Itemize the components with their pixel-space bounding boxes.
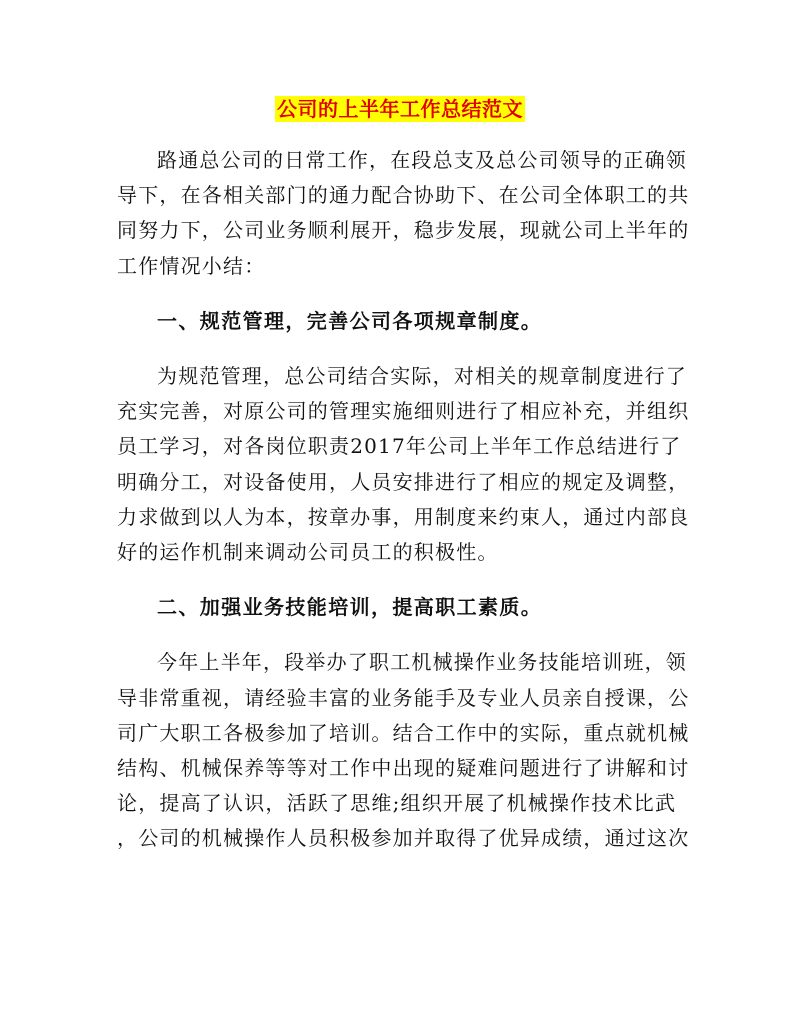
paragraph-line: 论，提高了认识，活跃了思维;组织开展了机械操作技术比武 <box>117 791 677 816</box>
section-1-heading: 一、规范管理，完善公司各项规章制度。 <box>157 308 543 333</box>
paragraph-line: 导下，在各相关部门的通力配合协助下、在公司全体职工的共 <box>117 183 690 208</box>
section-1-paragraph <box>117 359 690 570</box>
paragraph-line: 员工学习，对各岗位职责2017年公司上半年工作总结进行了 <box>117 434 682 459</box>
document-title: 公司的上半年工作总结范文 <box>277 97 523 121</box>
paragraph-line: ，公司的机械操作人员积极参加并取得了优异成绩，通过这次 <box>117 826 690 851</box>
paragraph-line: 明确分工，对设备使用，人员安排进行了相应的规定及调整， <box>117 469 690 494</box>
paragraph-line: 今年上半年，段举办了职工机械操作业务技能培训班，领 <box>157 650 687 675</box>
paragraph-line: 工作情况小结： <box>117 253 266 278</box>
paragraph-line: 好的运作机制来调动公司员工的积极性。 <box>117 540 499 565</box>
section-2-heading: 二、加强业务技能培训，提高职工素质。 <box>157 595 543 620</box>
paragraph-line: 司广大职工各极参加了培训。结合工作中的实际，重点就机械 <box>117 720 690 745</box>
document-body <box>117 143 690 877</box>
title-container <box>0 96 800 122</box>
paragraph-line: 导非常重视，请经验丰富的业务能手及专业人员亲自授课，公 <box>117 685 690 710</box>
paragraph-line: 力求做到以人为本，按章办事，用制度来约束人，通过内部良 <box>117 504 690 529</box>
paragraph-line: 同努力下，公司业务顺利展开，稳步发展，现就公司上半年的 <box>117 218 690 243</box>
section-2-paragraph <box>117 645 690 856</box>
paragraph-line: 路通总公司的日常工作，在段总支及总公司领导的正确领 <box>157 148 687 172</box>
intro-paragraph <box>117 143 690 284</box>
paragraph-line: 充实完善，对原公司的管理实施细则进行了相应补充，并组织 <box>117 399 690 424</box>
paragraph-line: 为规范管理，总公司结合实际，对相关的规章制度进行了 <box>157 364 687 389</box>
paragraph-line: 结构、机械保养等等对工作中出现的疑难问题进行了讲解和讨 <box>117 756 690 781</box>
